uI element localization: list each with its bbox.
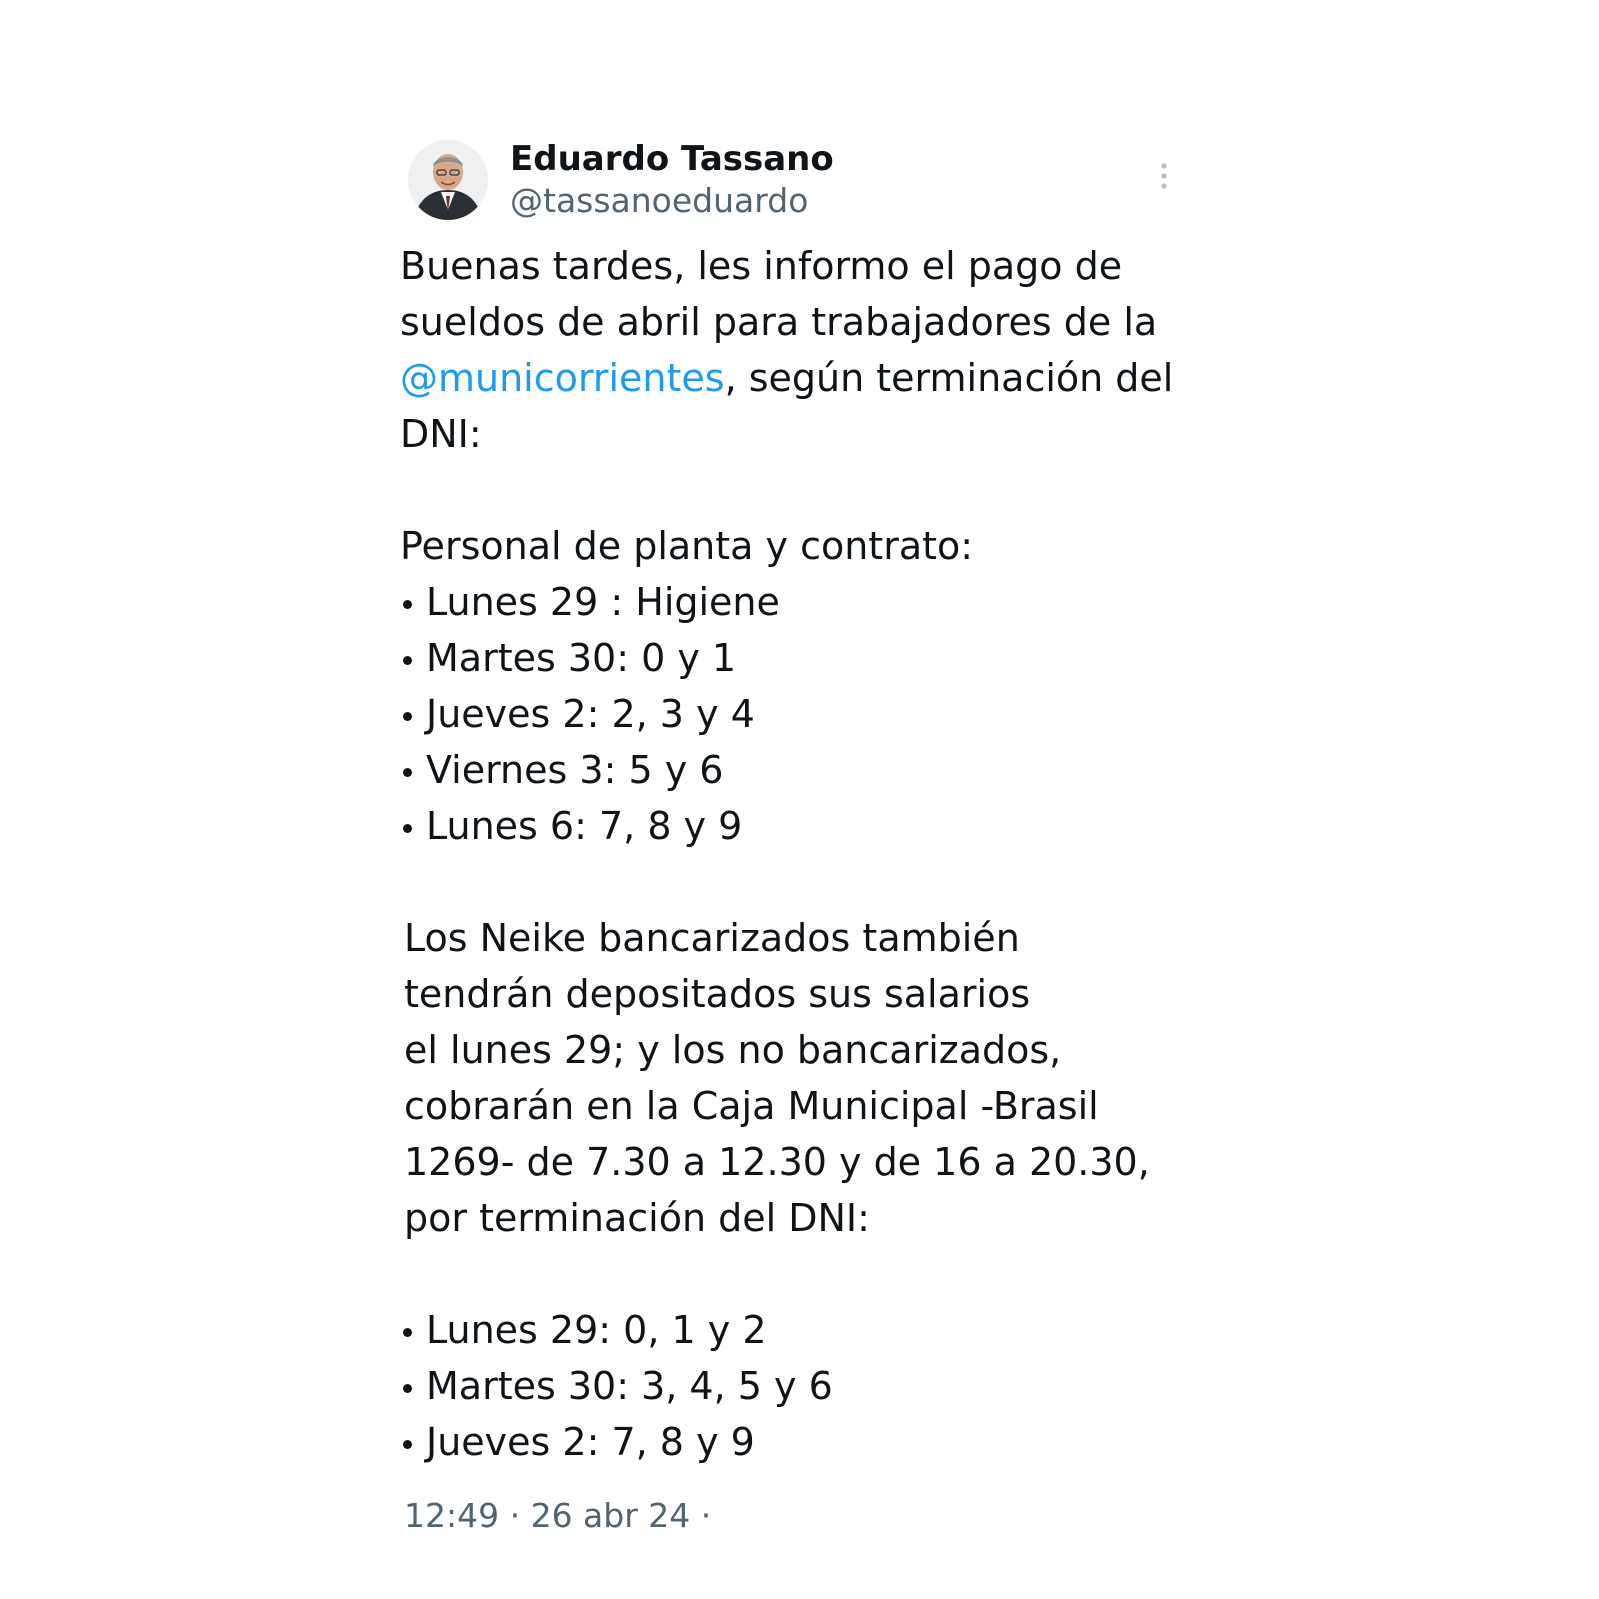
intro-paragraph xyxy=(400,238,1230,462)
list-item: Martes 30: 0 y 1 xyxy=(400,630,1230,686)
more-options-button[interactable] xyxy=(1152,156,1176,196)
mention-link[interactable]: @municorrientes xyxy=(400,356,725,400)
paragraph-2 xyxy=(400,910,1230,1246)
section1-title: Personal de planta y contrato: xyxy=(400,524,974,568)
list-item: Jueves 2: 2, 3 y 4 xyxy=(400,686,1230,742)
tweet-header xyxy=(400,132,1230,232)
list-item: Jueves 2: 7, 8 y 9 xyxy=(400,1414,1230,1470)
author-names xyxy=(510,138,834,222)
paragraph-line: cobrarán en la Caja Municipal -Brasil xyxy=(404,1084,1099,1128)
avatar-image xyxy=(408,140,488,220)
spacer xyxy=(400,854,1230,910)
more-vertical-icon xyxy=(1152,156,1176,196)
handle[interactable]: @tassanoeduardo xyxy=(510,181,809,220)
paragraph-line: Los Neike bancarizados también xyxy=(404,916,1020,960)
paragraph-line: tendrán depositados sus salarios xyxy=(404,972,1031,1016)
spacer xyxy=(400,1246,1230,1302)
section1-list xyxy=(400,574,1230,854)
tweet-timestamp[interactable]: 12:49 · 26 abr 24 · xyxy=(404,1496,712,1535)
list-item: Martes 30: 3, 4, 5 y 6 xyxy=(400,1358,1230,1414)
avatar[interactable] xyxy=(408,140,488,220)
tweet-card xyxy=(400,132,1230,1538)
paragraph-line: por terminación del DNI: xyxy=(404,1196,870,1240)
display-name[interactable]: Eduardo Tassano xyxy=(510,139,834,179)
tweet-text xyxy=(400,238,1230,1470)
spacer xyxy=(400,462,1230,518)
paragraph-line: el lunes 29; y los no bancarizados, xyxy=(404,1028,1062,1072)
list-item: Lunes 29 : Higiene xyxy=(400,574,1230,630)
list-item: Viernes 3: 5 y 6 xyxy=(400,742,1230,798)
section2-list xyxy=(400,1302,1230,1470)
intro-text-start: Buenas tardes, les informo el pago de sueldos de abril para trabajadores de la xyxy=(400,244,1158,344)
paragraph-line: 1269- de 7.30 a 12.30 y de 16 a 20.30, xyxy=(404,1140,1150,1184)
list-item: Lunes 6: 7, 8 y 9 xyxy=(400,798,1230,854)
intro-text-end: , según terminación del DNI: xyxy=(400,356,1174,456)
list-item: Lunes 29: 0, 1 y 2 xyxy=(400,1302,1230,1358)
